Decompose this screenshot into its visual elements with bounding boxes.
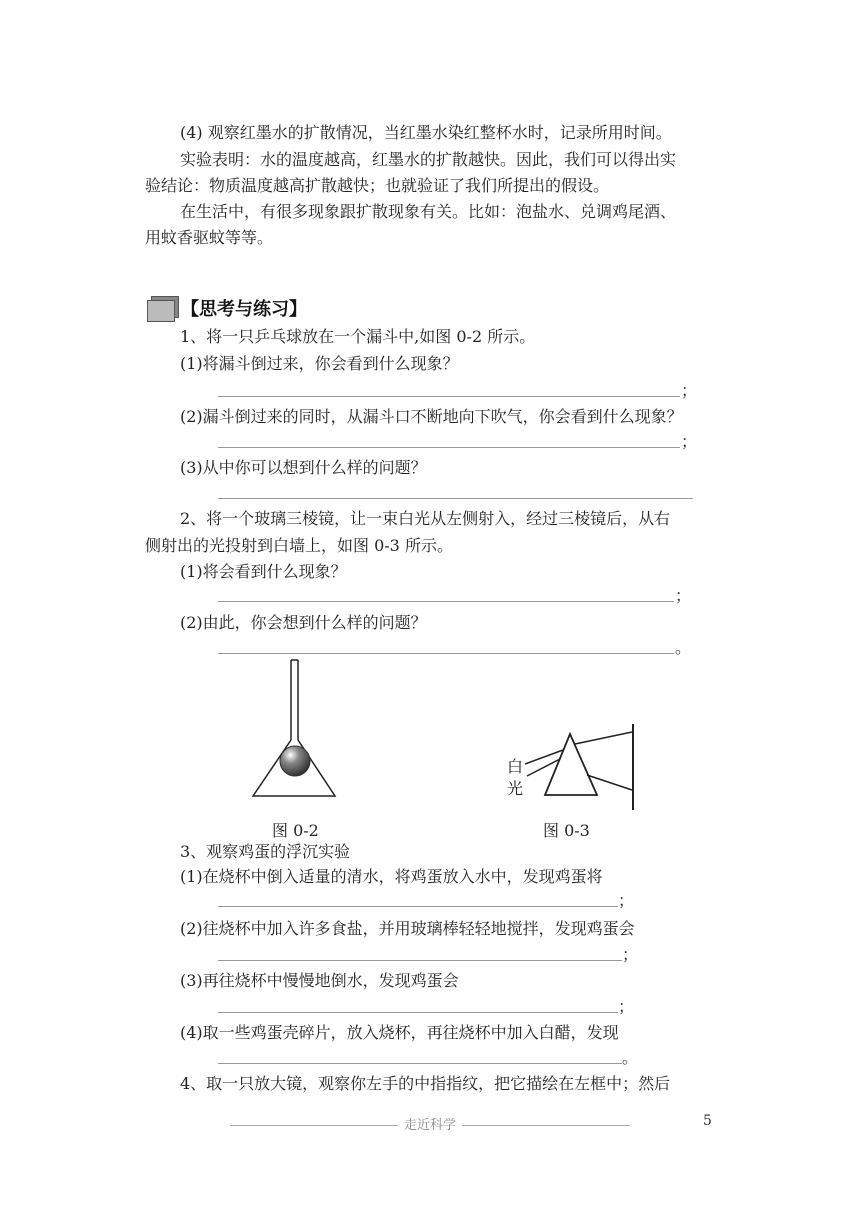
intro-line-4: 在生活中，有很多现象跟扩散现象有关。比如：泡盐水、兑调鸡尾酒、 <box>180 202 677 221</box>
q4-stem: 4、取一只放大镜，观察你左手的中指指纹，把它描绘在左框中；然后 <box>180 1074 671 1093</box>
section-heading <box>147 295 307 321</box>
intro-line-3: 验结论：物质温度越高扩散越快；也就验证了我们所提出的假设。 <box>145 176 610 195</box>
q3-answer-c-punct: ； <box>618 997 635 1016</box>
intro-line-1: (4) 观察红墨水的扩散情况，当红墨水染红整杯水时，记录所用时间。 <box>180 123 672 142</box>
q1-answer-b-punct: ； <box>681 432 698 451</box>
intro-line-5: 用蚊香驱蚊等等。 <box>145 228 274 247</box>
q3-part-a: (1)在烧杯中倒入适量的清水，将鸡蛋放入水中，发现鸡蛋将 <box>180 867 603 886</box>
footer-title: 走近科学 <box>403 1118 456 1133</box>
q3-answer-a-punct: ； <box>618 891 635 910</box>
figure-prism <box>505 722 645 812</box>
page-number: 5 <box>703 1113 712 1129</box>
q3-answer-a[interactable] <box>218 906 618 907</box>
q2-answer-b[interactable] <box>218 653 674 654</box>
q3-answer-c[interactable] <box>218 1012 618 1013</box>
q1-stem: 1、将一只乒乓球放在一个漏斗中,如图 0-2 所示。 <box>180 327 536 346</box>
intro-line-2: 实验表明：水的温度越高，红墨水的扩散越快。因此，我们可以得出实 <box>180 150 677 169</box>
section-title: 【思考与练习】 <box>181 299 307 320</box>
q1-answer-c[interactable] <box>218 498 693 499</box>
q3-answer-d-punct: 。 <box>622 1048 639 1067</box>
q2-part-b: (2)由此，你会想到什么样的问题？ <box>180 613 427 632</box>
q1-answer-a-punct: ； <box>681 381 698 400</box>
ping-pong-ball <box>280 746 310 776</box>
q2-answer-b-punct: 。 <box>675 638 692 657</box>
white-light-label-2: 光 <box>507 779 524 798</box>
q2-stem-1: 2、将一个玻璃三棱镜，让一束白光从左侧射入，经过三棱镜后，从右 <box>180 509 671 528</box>
q3-part-c: (3)再往烧杯中慢慢地倒水，发现鸡蛋会 <box>180 971 459 990</box>
q3-part-b: (2)往烧杯中加入许多食盐，并用玻璃棒轻轻地搅拌，发现鸡蛋会 <box>180 919 635 938</box>
page-footer <box>215 1114 645 1133</box>
q3-answer-b-punct: ； <box>622 945 639 964</box>
q1-part-a: (1)将漏斗倒过来，你会看到什么现象？ <box>180 354 459 373</box>
q1-part-b: (2)漏斗倒过来的同时，从漏斗口不断地向下吹气，你会看到什么现象？ <box>180 407 683 426</box>
folder-icon <box>147 296 179 320</box>
figure-funnel <box>245 655 345 805</box>
q3-stem: 3、观察鸡蛋的浮沉实验 <box>180 842 351 861</box>
q2-answer-a[interactable] <box>218 601 674 602</box>
q3-answer-b[interactable] <box>218 960 622 961</box>
figure-0-2-caption: 图 0-2 <box>272 821 319 840</box>
q2-part-a: (1)将会看到什么现象？ <box>180 562 347 581</box>
q1-part-c: (3)从中你可以想到什么样的问题？ <box>180 458 427 477</box>
q2-stem-2: 侧射出的光投射到白墙上，如图 0-3 所示。 <box>145 536 453 555</box>
q1-answer-a[interactable] <box>218 396 680 397</box>
q2-answer-a-punct: ； <box>675 586 692 605</box>
figure-0-3-caption: 图 0-3 <box>543 821 590 840</box>
q1-answer-b[interactable] <box>218 447 680 448</box>
q3-answer-d[interactable] <box>218 1063 622 1064</box>
white-light-label-1: 白 <box>507 757 524 776</box>
q3-part-d: (4)取一些鸡蛋壳碎片，放入烧杯，再往烧杯中加入白醋，发现 <box>180 1023 619 1042</box>
